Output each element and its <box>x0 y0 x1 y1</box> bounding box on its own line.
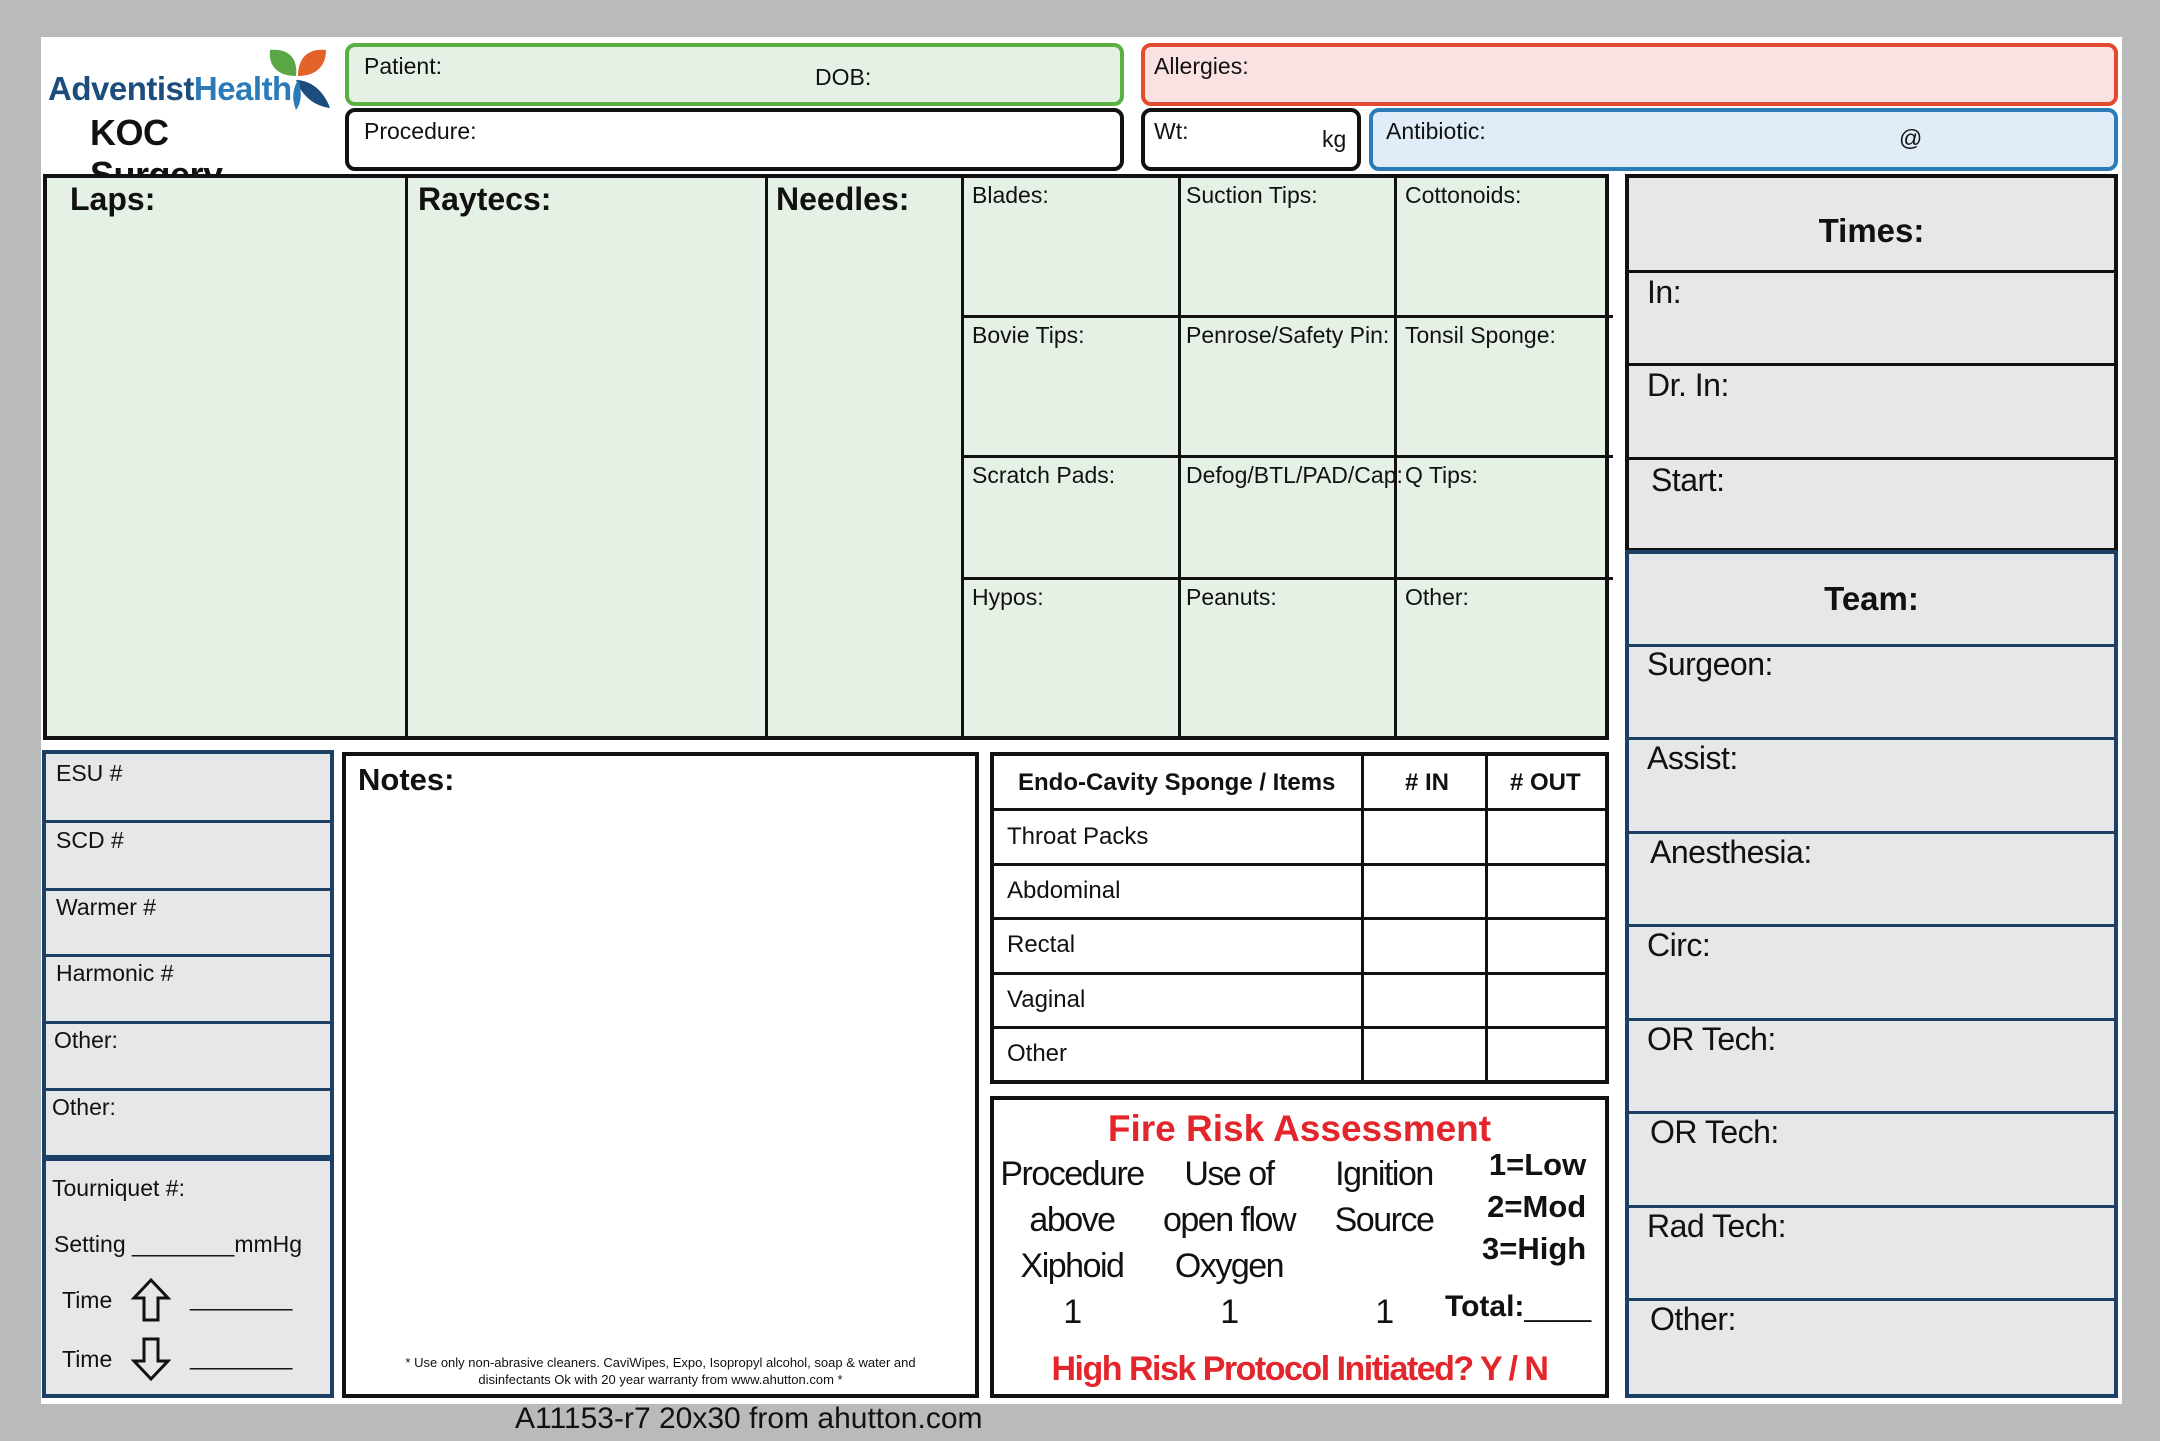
counts-other-label: Other: <box>1405 584 1469 610</box>
unit-name: KOC <box>90 112 169 153</box>
fire-score: 1 <box>1220 1293 1238 1331</box>
fire-title: Fire Risk Assessment <box>1107 1108 1492 1149</box>
or-tech-label-2: OR Tech: <box>1650 1114 1779 1150</box>
endo-header-in: # IN <box>1405 769 1450 796</box>
raytecs-label: Raytecs: <box>418 181 552 217</box>
cottonoids-label: Cottonoids: <box>1405 182 1522 208</box>
fire-total: Total:____ <box>1445 1290 1592 1323</box>
endo-row-label: Other <box>1007 1040 1068 1067</box>
fire-col-procedure: Procedure above Xiphoid 1 <box>994 1151 1150 1335</box>
weight-label: Wt: <box>1154 118 1189 144</box>
endo-header-items: Endo-Cavity Sponge / Items <box>1018 769 1336 796</box>
endo-cavity-table <box>990 752 1609 1084</box>
fire-legend: 1=Low 2=Mod 3=High <box>1482 1147 1587 1266</box>
bovie-tips-label: Bovie Tips: <box>972 322 1085 348</box>
fire-risk-panel <box>990 1096 1609 1398</box>
team-panel <box>1625 550 2118 1398</box>
team-other-label: Other: <box>1650 1301 1736 1337</box>
antibiotic-label: Antibiotic: <box>1386 118 1486 144</box>
counts-grid <box>43 174 1609 740</box>
time-start-label: Start: <box>1651 462 1725 498</box>
fire-col-oxygen: Use of open flow Oxygen 1 <box>1152 1151 1306 1335</box>
esu-label: ESU # <box>56 760 123 786</box>
tourniquet-label: Tourniquet #: <box>52 1175 185 1201</box>
laps-label: Laps: <box>70 181 156 217</box>
fire-col-ignition: Ignition Source 1 <box>1314 1151 1454 1335</box>
notes-title: Notes: <box>358 762 455 797</box>
antibiotic-field[interactable] <box>1369 108 2118 171</box>
notes-footnote: * Use only non-abrasive cleaners. CaviWipes, Expo, Isopropyl alcohol, soap & water and disinfectants Ok with 20 year warranty from www.ahutton.com * <box>405 1355 916 1387</box>
weight-field[interactable] <box>1141 108 1361 171</box>
procedure-field[interactable] <box>345 108 1124 171</box>
time-down-blank: ________ <box>190 1344 293 1370</box>
circ-label: Circ: <box>1647 927 1711 963</box>
time-dr-in-label: Dr. In: <box>1647 367 1729 403</box>
time-up-blank: ________ <box>190 1285 293 1311</box>
weight-unit: kg <box>1322 126 1347 152</box>
rad-tech-label: Rad Tech: <box>1647 1208 1786 1244</box>
allergies-label: Allergies: <box>1154 53 1249 79</box>
endo-row-label: Vaginal <box>1007 986 1086 1013</box>
fire-score: 1 <box>1375 1293 1393 1331</box>
fire-score: 1 <box>1063 1293 1081 1331</box>
tourniquet-panel <box>42 1157 334 1398</box>
times-panel <box>1625 174 2118 552</box>
times-title: Times: <box>1818 212 1925 249</box>
time-down-label: Time <box>62 1346 113 1372</box>
high-risk-protocol: High Risk Protocol Initiated? Y / N <box>1051 1350 1548 1388</box>
time-up-label: Time <box>62 1287 113 1313</box>
peanuts-label: Peanuts: <box>1186 584 1277 610</box>
brand-name: AdventistHealth <box>48 70 292 107</box>
team-title: Team: <box>1824 580 1919 617</box>
penrose-label: Penrose/Safety Pin: <box>1186 322 1390 348</box>
scratch-pads-label: Scratch Pads: <box>972 462 1116 488</box>
time-in-label: In: <box>1647 274 1682 310</box>
notes-panel[interactable] <box>342 752 979 1398</box>
device-other-label-2: Other: <box>52 1094 116 1120</box>
assist-label: Assist: <box>1647 740 1738 776</box>
device-other-label-1: Other: <box>54 1027 118 1053</box>
surgeon-label: Surgeon: <box>1647 646 1773 682</box>
antibiotic-at: @ <box>1899 125 1923 151</box>
devices-panel <box>42 750 334 1159</box>
patient-field[interactable] <box>345 43 1124 106</box>
dob-label: DOB: <box>815 64 872 90</box>
tonsil-sponge-label: Tonsil Sponge: <box>1405 322 1556 348</box>
q-tips-label: Q Tips: <box>1405 462 1478 488</box>
or-tech-label-1: OR Tech: <box>1647 1021 1776 1057</box>
defog-label: Defog/BTL/PAD/Cap: <box>1186 462 1403 488</box>
warmer-label: Warmer # <box>56 894 157 920</box>
endo-row-label: Rectal <box>1007 931 1076 958</box>
endo-row-label: Throat Packs <box>1007 823 1149 850</box>
hypos-label: Hypos: <box>972 584 1044 610</box>
allergies-field[interactable] <box>1141 43 2118 106</box>
anesthesia-label: Anesthesia: <box>1650 834 1812 870</box>
endo-header-out: # OUT <box>1510 769 1581 796</box>
procedure-label: Procedure: <box>364 118 477 144</box>
patient-label: Patient: <box>364 53 442 79</box>
scd-label: SCD # <box>56 827 124 853</box>
arrow-down-icon <box>131 1336 171 1382</box>
arrow-up-icon <box>131 1277 171 1323</box>
blades-label: Blades: <box>972 182 1049 208</box>
tourniquet-setting: Setting ________mmHg <box>54 1231 303 1257</box>
endo-row-label: Abdominal <box>1007 877 1121 904</box>
footer-label: A11153-r7 20x30 from ahutton.com <box>515 1402 983 1435</box>
needles-label: Needles: <box>776 181 910 217</box>
suction-tips-label: Suction Tips: <box>1186 182 1318 208</box>
harmonic-label: Harmonic # <box>56 960 174 986</box>
